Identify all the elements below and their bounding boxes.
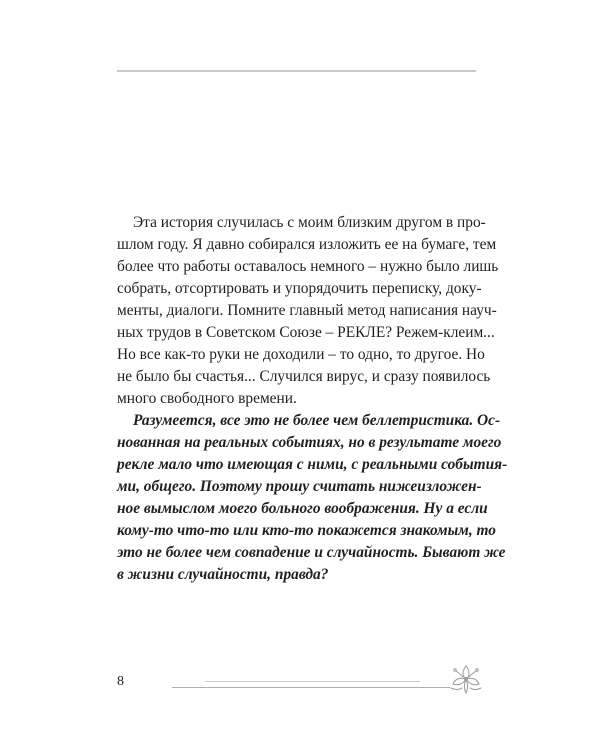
text-line: Разумеется, все это не более чем беллетристика. Ос-	[133, 412, 501, 429]
text-line: Но все как-то руки не доходили – то одно, то другое. Но	[117, 346, 485, 363]
text-line: шлом году. Я давно собирался изложить ее на бумаге, тем	[117, 236, 497, 253]
text-line: ных трудов в Советском Союзе – РЕКЛЕ? Режем-клеим...	[117, 324, 495, 341]
paragraph-disclaimer	[117, 410, 508, 586]
text-line: это не более чем совпадение и случайность. Бывают же	[117, 544, 506, 561]
main-text	[117, 212, 508, 586]
text-line: много свободного времени.	[117, 390, 297, 407]
text-line: в жизни случайности, правда?	[117, 566, 329, 583]
text-line: менты, диалоги. Помните главный метод написания науч-	[117, 302, 497, 319]
text-line: ное вымыслом моего больного воображения. Ну а если	[117, 500, 488, 517]
text-line: кому-то что-то или кто-то покажется знакомым, то	[117, 522, 496, 539]
text-line: нованная на реальных событиях, но в результате моего	[117, 434, 502, 451]
text-line: ми, общего. Поэтому прошу считать нижеизложен-	[117, 478, 482, 495]
page-number: 8	[117, 674, 124, 689]
text-line: не было бы счастья... Случился вирус, и сразу появилось	[117, 368, 491, 385]
text-line: рекле мало что имеющая с ними, с реальными события-	[117, 456, 508, 473]
text-line: собрать, отсортировать и упорядочить переписку, доку-	[117, 280, 482, 297]
footer-rule-lower	[172, 687, 450, 688]
text-line: Эта история случилась с моим близким другом в про-	[133, 214, 486, 231]
text-line: более что работы оставалось немного – нужно было лишь	[117, 258, 499, 275]
footer-rule-upper	[205, 681, 420, 682]
paragraph-intro	[117, 212, 499, 410]
floral-ornament-icon	[448, 662, 484, 696]
top-rule	[117, 70, 476, 72]
